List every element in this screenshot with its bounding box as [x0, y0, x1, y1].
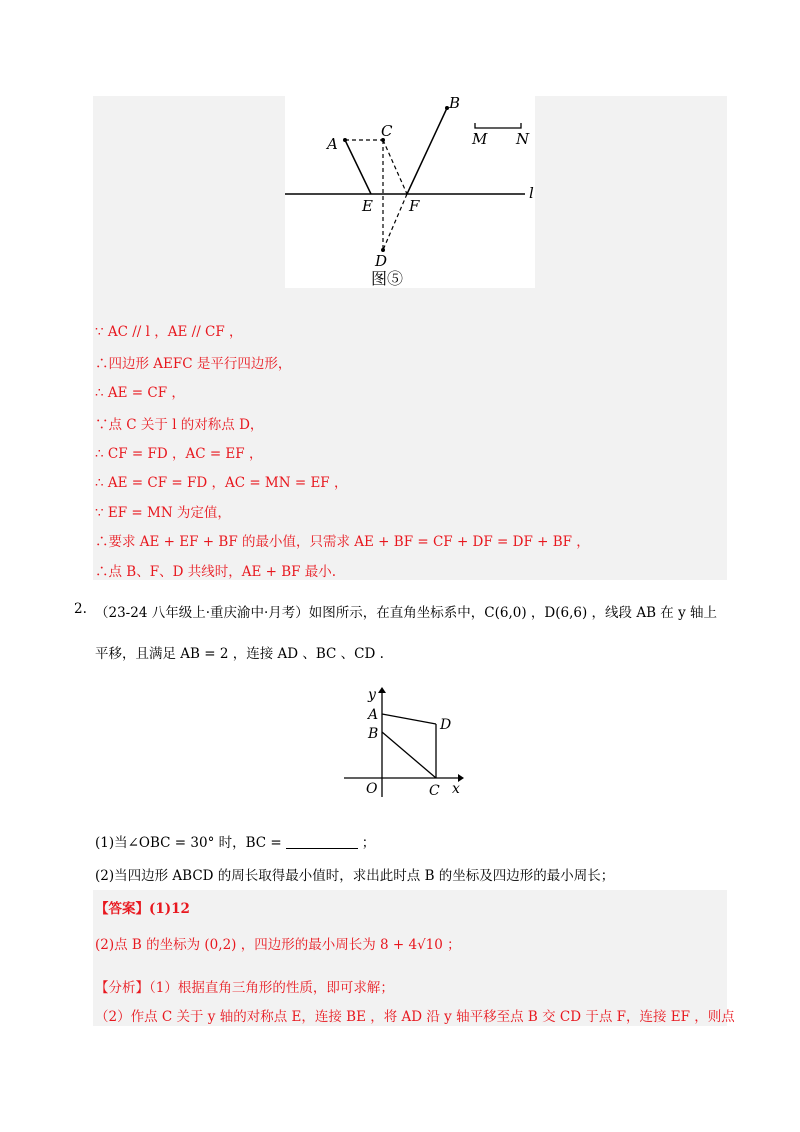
- label-B2: B: [368, 726, 379, 742]
- label-O: O: [366, 781, 378, 797]
- label-D: D: [375, 252, 388, 270]
- answer-blank: [286, 836, 358, 849]
- figure-5-diagram: [285, 96, 535, 288]
- label-F: F: [409, 197, 420, 215]
- segment-FD-dashed: [383, 194, 407, 250]
- solution-line-7: ∵ EF = MN 为定值，: [95, 505, 231, 521]
- solution-line-6: ∴ AE = CF = FD ，AC = MN = EF ，: [95, 475, 348, 491]
- segment-CF-dashed: [383, 140, 407, 194]
- analysis-line-2: （2）作点 C 关于 y 轴的对称点 E，连接 BE ，将 AD 沿 y 轴平移至点 B 交 CD 于点 F，连接 EF ，则点: [95, 1009, 735, 1025]
- label-E: E: [362, 197, 373, 215]
- segment-AE: [345, 140, 371, 194]
- y-axis-arrow: [378, 687, 386, 693]
- question-1: [95, 831, 375, 851]
- segment-BC: [382, 732, 436, 778]
- question-1-text: (1)当∠OBC = 30° 时，BC =: [95, 835, 282, 851]
- label-A2: A: [368, 707, 379, 723]
- solution-line-8: ∴要求 AE + EF + BF 的最小值，只需求 AE + BF = CF + DF = DF + BF ，: [95, 534, 590, 550]
- answer-line-2: (2)点 B 的坐标为 (0,2) ，四边形的最小周长为 8 + 4√10 ；: [95, 937, 461, 953]
- label-M: M: [472, 130, 488, 148]
- solution-line-1: ∵ AC // l ，AE // CF ，: [95, 324, 243, 340]
- analysis-line-1: 【分析】（1）根据直角三角形的性质，即可求解；: [95, 980, 394, 996]
- coordinate-figure: [340, 685, 470, 800]
- problem-2-number: 2.: [74, 601, 87, 617]
- question-2: (2)当四边形 ABCD 的周长取得最小值时，求出此时点 B 的坐标及四边形的最小周长；: [95, 868, 615, 884]
- solution-line-2: ∴四边形 AEFC 是平行四边形，: [95, 356, 292, 372]
- answer-line-1: 【答案】(1)12: [95, 901, 190, 917]
- label-l: l: [529, 184, 534, 202]
- question-1-suffix: ；: [361, 835, 376, 851]
- label-y: y: [368, 687, 376, 703]
- label-x: x: [452, 781, 460, 797]
- label-C: C: [381, 122, 393, 140]
- problem-2-line-2: 平移，且满足 AB = 2 ，连接 AD 、BC 、CD .: [95, 646, 384, 662]
- segment-AD: [382, 714, 436, 724]
- label-D2: D: [440, 717, 452, 733]
- point-A: [343, 138, 347, 142]
- coordinate-figure-diagram: [340, 685, 470, 800]
- solution-line-4: ∵点 C 关于 l 的对称点 D，: [95, 417, 264, 433]
- figure-5-caption: 图⑤: [371, 269, 404, 288]
- solution-line-3: ∴ AE = CF ，: [95, 385, 185, 401]
- problem-2-line-1: （23-24 八年级上·重庆渝中·月考）如图所示，在直角坐标系中，C(6,0) ，D(6,6) ，线段 AB 在 y 轴上: [95, 605, 717, 621]
- label-N: N: [516, 130, 530, 148]
- label-C2: C: [429, 783, 440, 799]
- segment-MN: [475, 123, 521, 128]
- label-A: A: [327, 135, 338, 153]
- label-B: B: [449, 96, 461, 112]
- solution-line-9: ∴点 B、F、D 共线时，AE + BF 最小.: [95, 564, 337, 580]
- segment-FB: [407, 108, 447, 194]
- solution-line-5: ∴ CF = FD ，AC = EF ，: [95, 446, 263, 462]
- figure-5: [285, 96, 535, 288]
